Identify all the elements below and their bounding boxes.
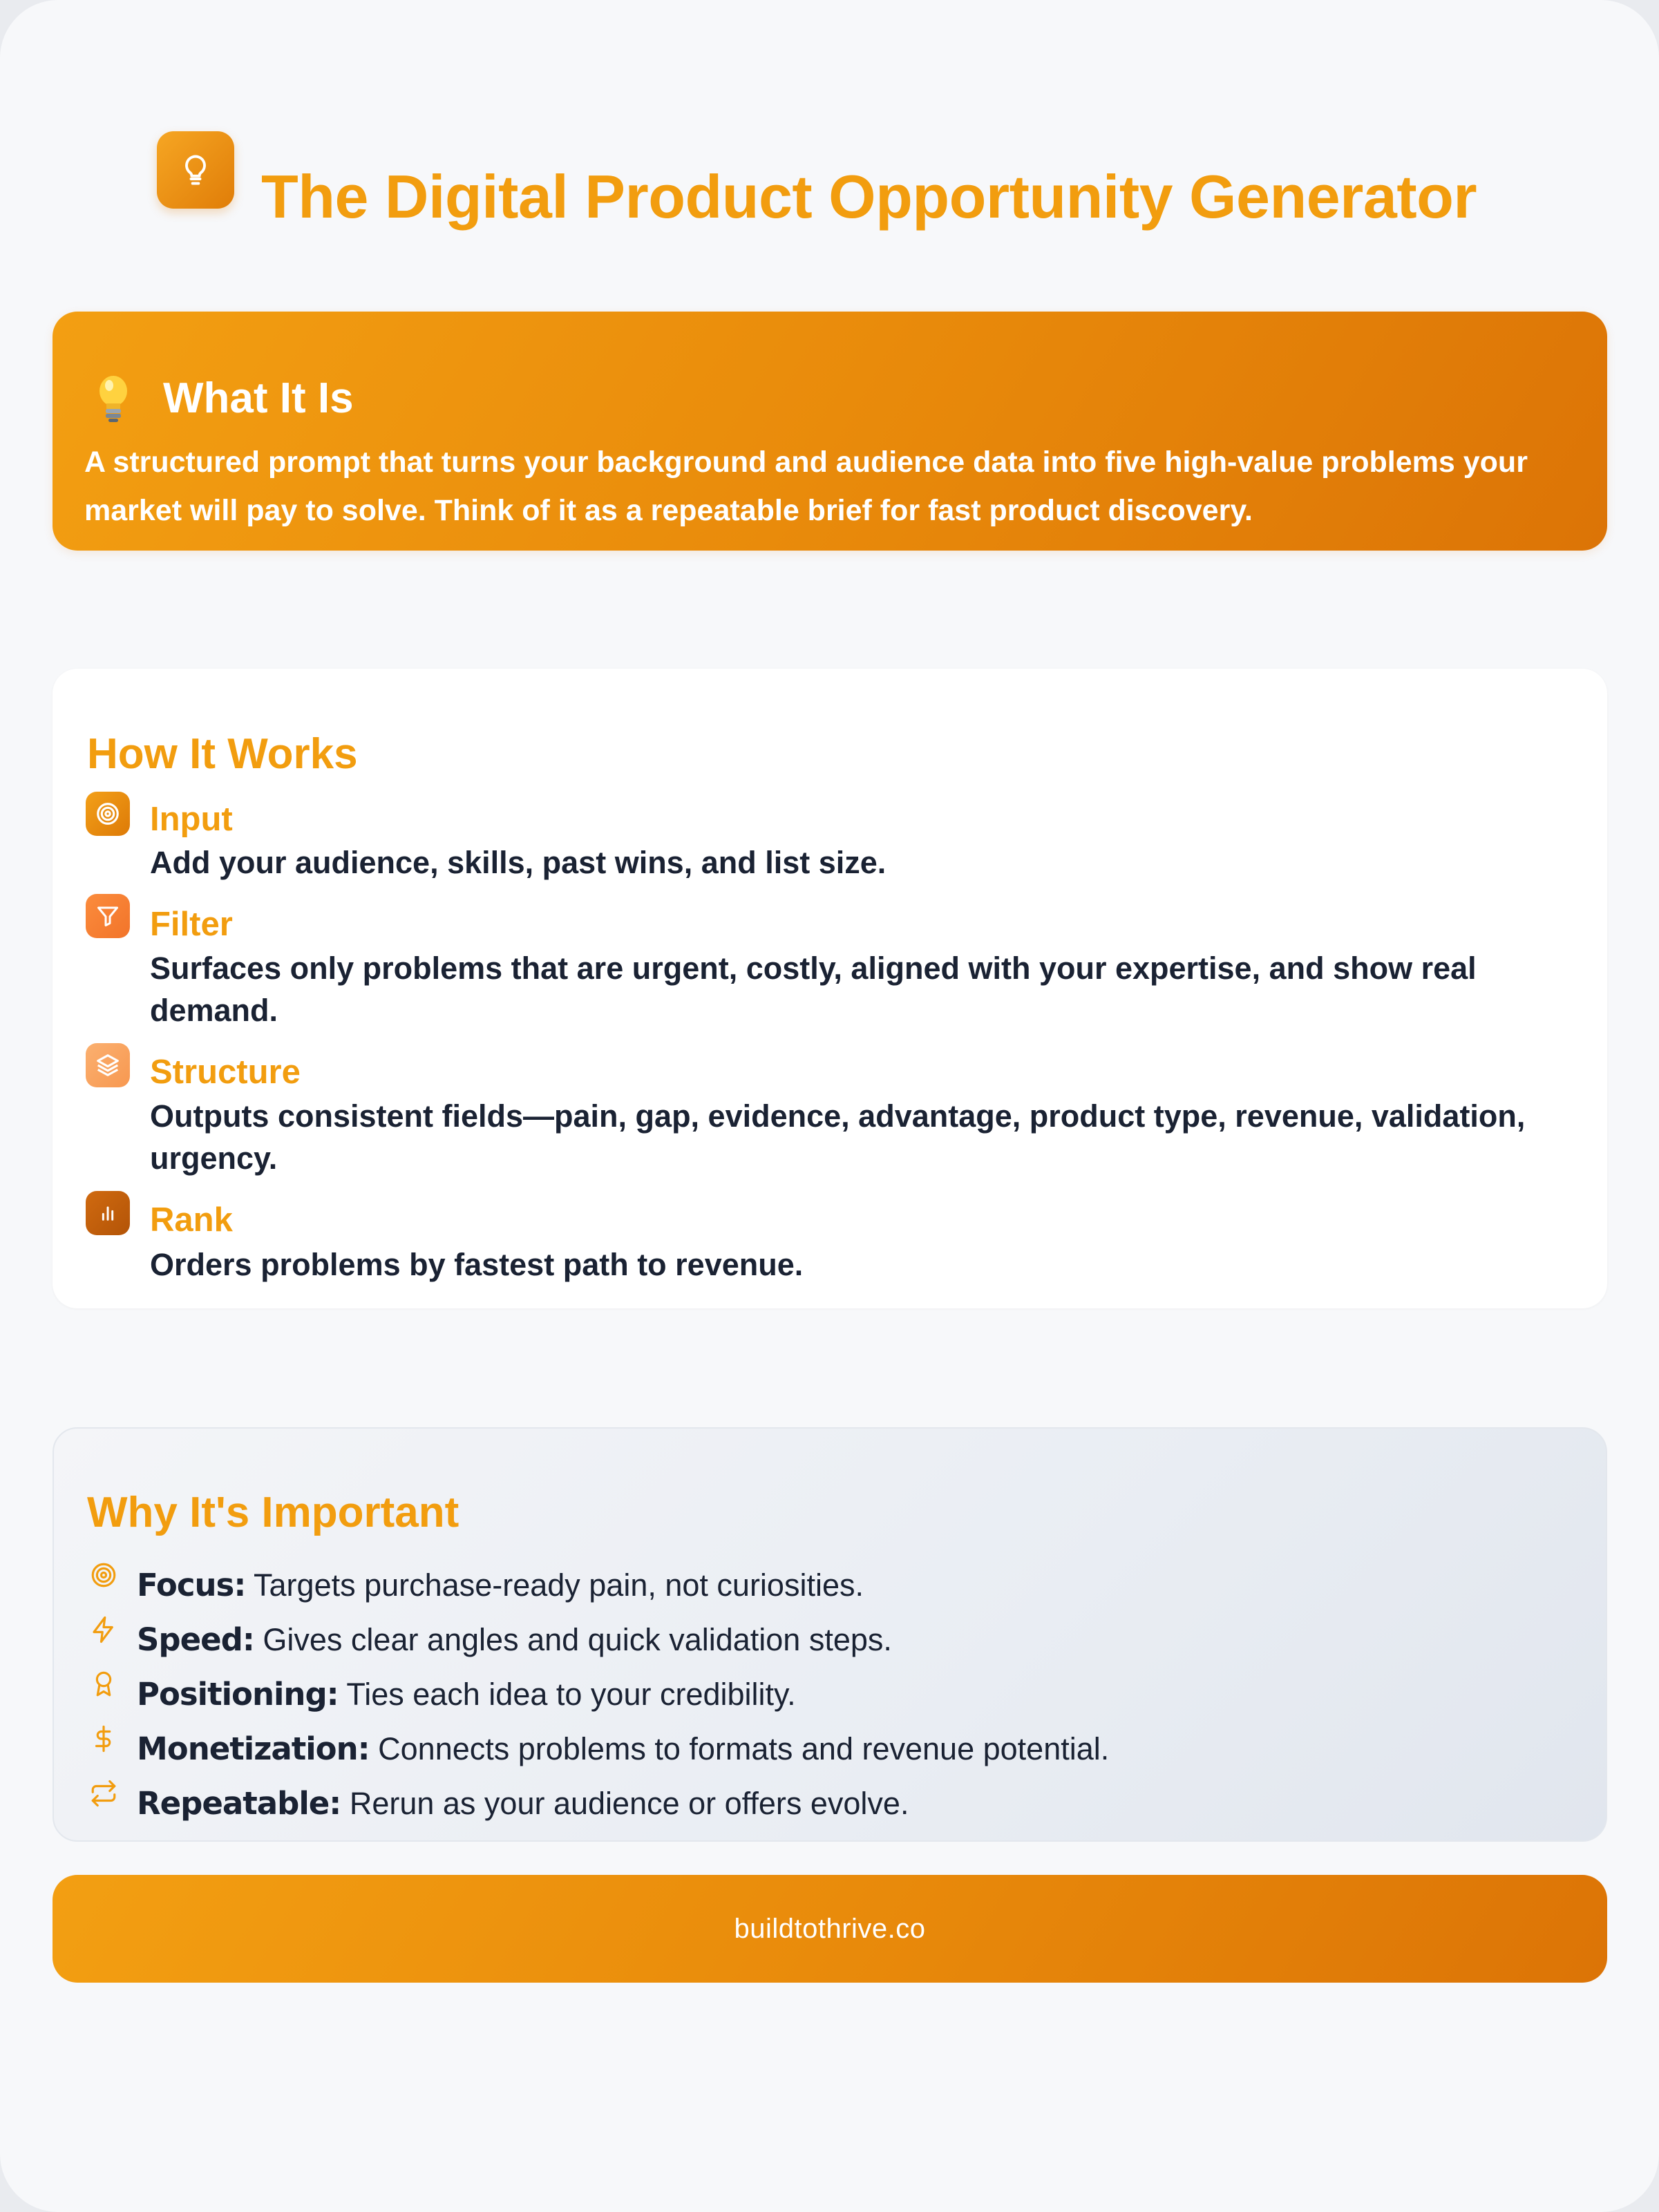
why-item-label: Focus: (137, 1566, 246, 1603)
step-desc-input: Add your audience, skills, past wins, and list size. (150, 845, 887, 880)
why-item-label: Speed: (137, 1621, 254, 1658)
step-desc-rank: Orders problems by fastest path to revenue. (150, 1247, 804, 1282)
why-item-speed (86, 1614, 892, 1664)
target-icon (86, 1557, 122, 1593)
why-item-text: Connects problems to formats and revenue potential. (378, 1730, 1110, 1766)
step-title-filter: Filter (150, 906, 233, 943)
step-title-rank: Rank (150, 1201, 233, 1239)
why-item-text: Targets purchase-ready pain, not curiosities. (254, 1567, 864, 1603)
lightbulb-emoji-icon (91, 370, 135, 426)
layers-icon (86, 1043, 130, 1087)
what-it-is-header (91, 367, 354, 429)
why-item-focus (86, 1560, 864, 1610)
lightning-icon (86, 1612, 122, 1648)
repeat-icon (86, 1775, 122, 1811)
step-desc-filter: Surfaces only problems that are urgent, costly, aligned with your expertise, and show real demand. (150, 951, 1477, 1028)
why-item-monetization (86, 1724, 1109, 1773)
what-it-is-card (53, 312, 1607, 551)
step-title-input: Input (150, 801, 233, 838)
header (0, 124, 1659, 263)
target-icon (86, 792, 130, 836)
how-it-works-card (53, 669, 1607, 1308)
what-it-is-title: What It Is (163, 374, 354, 422)
why-item-label: Positioning: (137, 1675, 339, 1713)
why-important-card (53, 1427, 1607, 1842)
dollar-icon (86, 1721, 122, 1757)
award-icon (86, 1666, 122, 1702)
footer-link[interactable]: buildtothrive.co (734, 1913, 926, 1944)
why-item-text: Ties each idea to your credibility. (346, 1676, 796, 1712)
why-item-positioning (86, 1669, 796, 1719)
bar-chart-icon (86, 1191, 130, 1235)
step-title-structure: Structure (150, 1053, 301, 1091)
step-desc-structure: Outputs consistent fields—pain, gap, evidence, advantage, product type, revenue, validation, urgency. (150, 1098, 1526, 1176)
what-it-is-body: A structured prompt that turns your background and audience data into five high-value problems your market will pay to solve. Think of it as a repeatable brief for fast product discovery. (84, 446, 1528, 527)
why-item-label: Monetization: (137, 1730, 370, 1767)
page-title: The Digital Product Opportunity Generator (261, 162, 1477, 231)
why-item-text: Rerun as your audience or offers evolve. (349, 1785, 909, 1821)
why-item-repeatable (86, 1778, 909, 1828)
why-important-title: Why It's Important (87, 1489, 459, 1536)
how-it-works-title: How It Works (87, 730, 358, 778)
footer-banner (53, 1875, 1607, 1983)
why-item-label: Repeatable: (137, 1784, 341, 1822)
why-item-text: Gives clear angles and quick validation steps. (263, 1621, 892, 1657)
filter-icon (86, 894, 130, 938)
lightbulb-icon (157, 131, 234, 209)
